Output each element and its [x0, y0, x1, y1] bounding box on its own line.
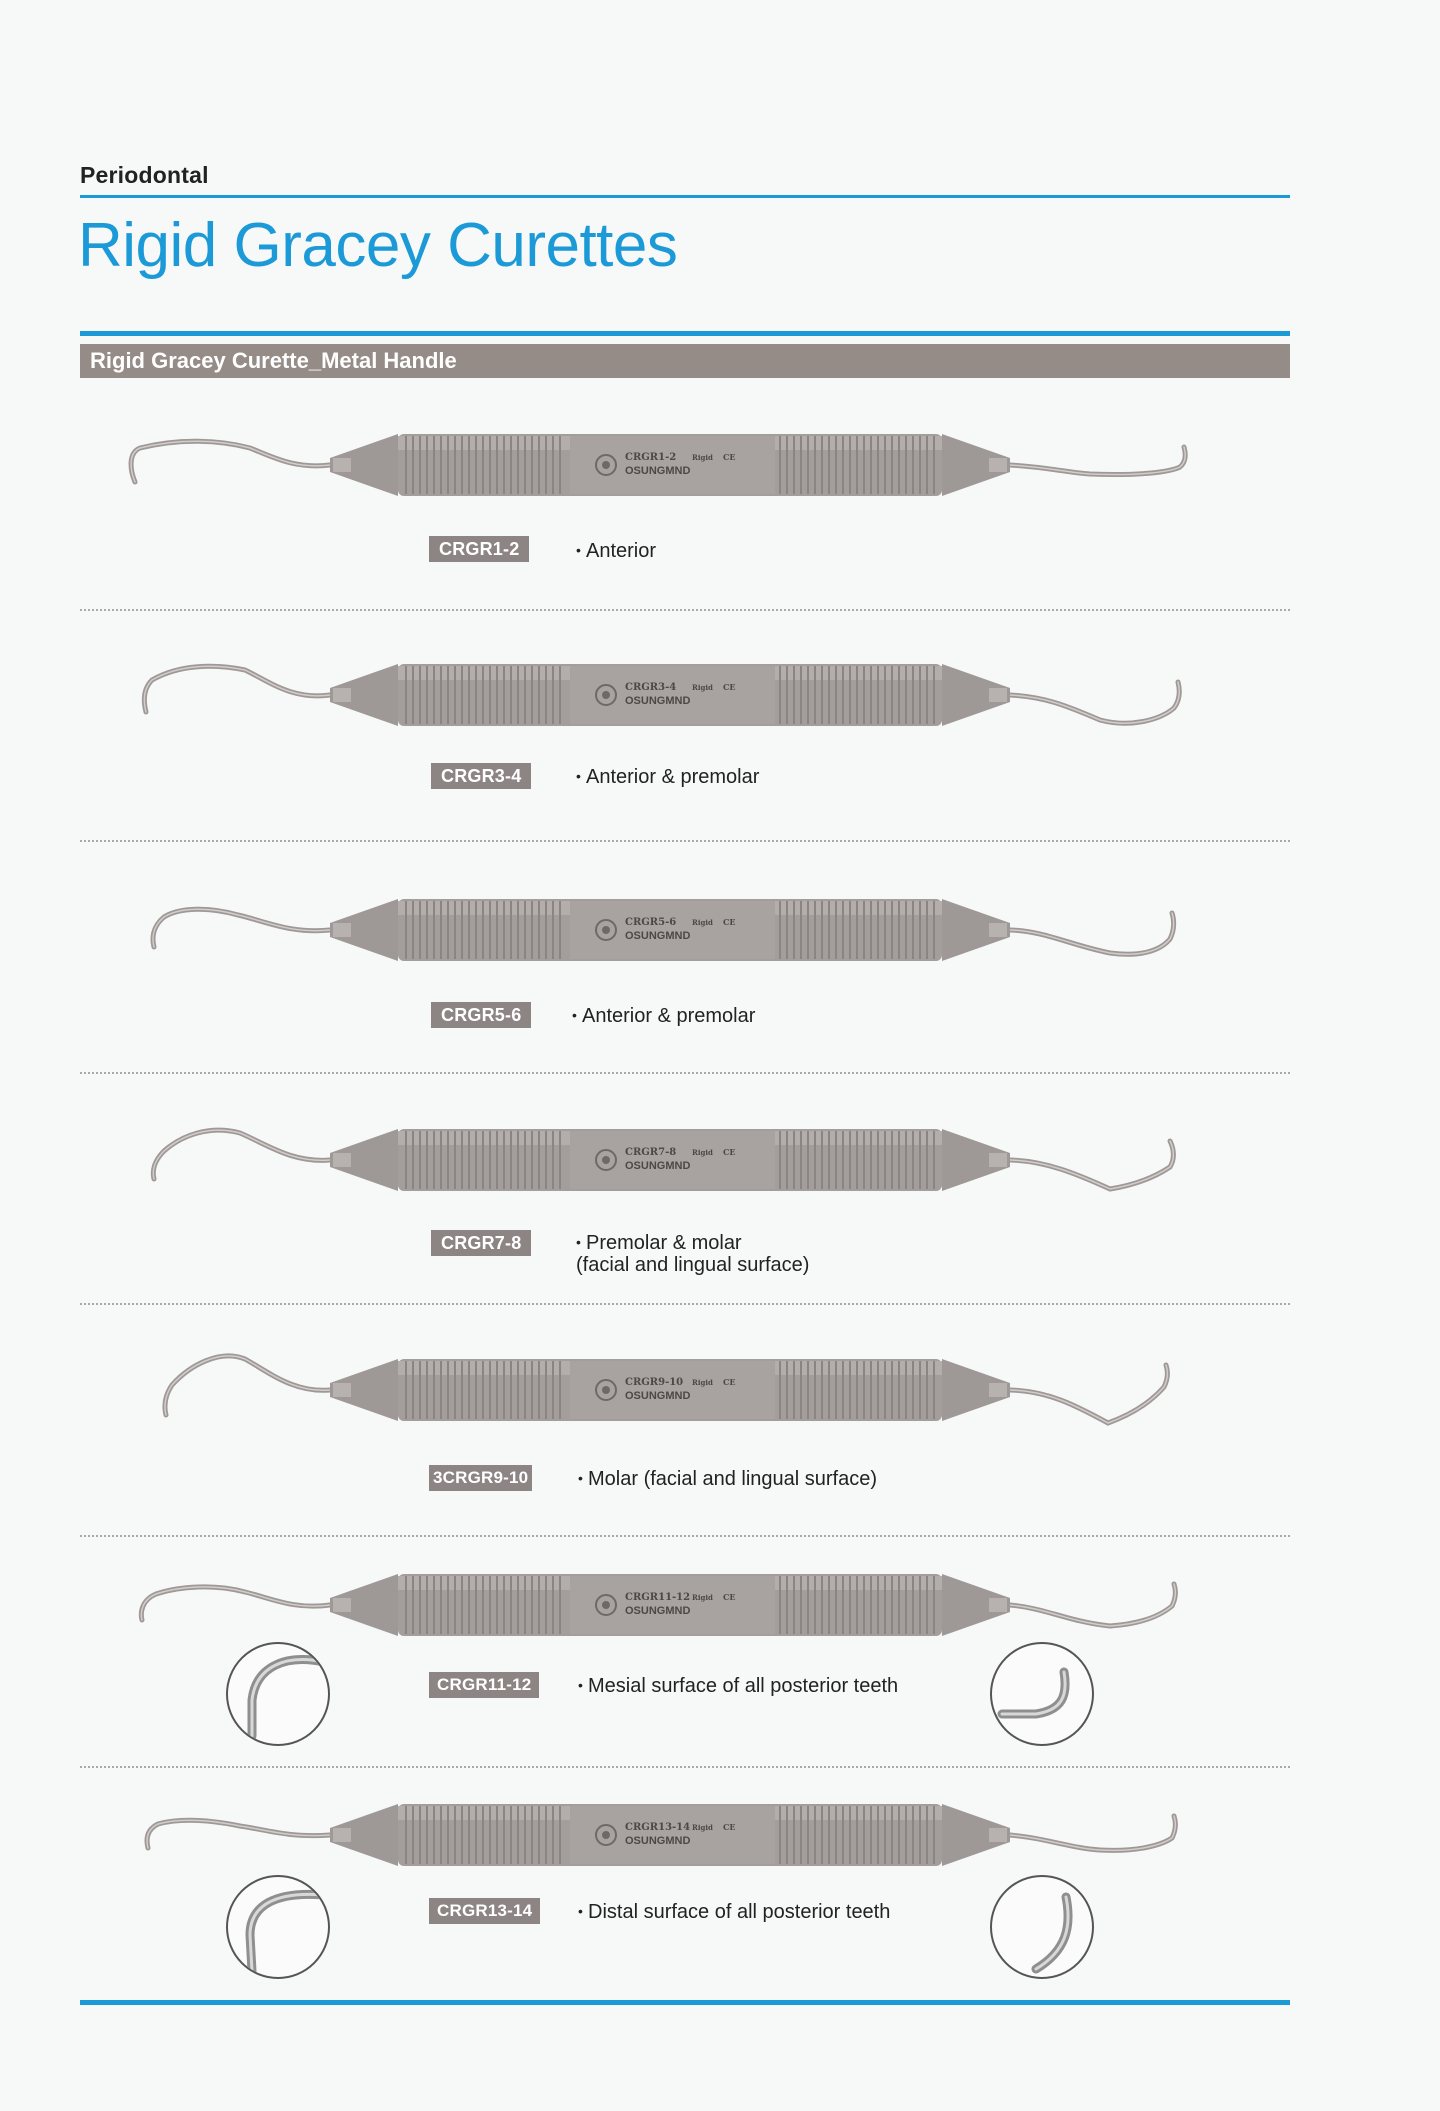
right-working-end — [1010, 1584, 1175, 1626]
left-working-end — [153, 1130, 330, 1179]
dotted-separator — [80, 609, 1290, 611]
ce-mark: CE — [723, 1822, 736, 1832]
bullet-icon: • — [578, 1470, 583, 1486]
handle-engraving-code: CRGR3-4 — [625, 682, 677, 693]
product-code-badge: CRGR3-4 — [431, 763, 531, 789]
right-working-end — [1010, 1816, 1175, 1850]
description-text: Anterior & premolar — [582, 1005, 756, 1027]
product-description — [578, 1900, 890, 1923]
description-text: Premolar & molar — [586, 1232, 742, 1254]
handle-engraving-mark: Rigid — [692, 1593, 713, 1602]
description-text-line2: (facial and lingual surface) — [576, 1254, 810, 1276]
description-text: Distal surface of all posterior teeth — [588, 1901, 891, 1923]
product-description — [576, 765, 759, 788]
handle-engraving-code: CRGR11-12 — [625, 1592, 691, 1603]
product-code-badge: CRGR1-2 — [429, 536, 529, 562]
brand-name: OSUNGMND — [625, 930, 691, 942]
brand-name: OSUNGMND — [625, 695, 691, 707]
description-text: Anterior & premolar — [586, 766, 760, 788]
curette-instrument-image — [80, 1560, 1290, 1650]
product-code-badge: CRGR13-14 — [429, 1898, 540, 1924]
brand-name: OSUNGMND — [625, 1605, 691, 1617]
description-text: Molar (facial and lingual surface) — [588, 1468, 878, 1490]
dotted-separator — [80, 1766, 1290, 1768]
product-description — [578, 1467, 877, 1490]
tip-detail-left-image — [226, 1642, 330, 1746]
handle-engraving-code: CRGR7-8 — [625, 1147, 677, 1158]
right-working-end — [1010, 1141, 1173, 1189]
curette-instrument-image — [80, 1345, 1290, 1435]
right-working-end — [1010, 447, 1185, 475]
product-code-badge: CRGR11-12 — [429, 1672, 539, 1698]
ce-mark: CE — [723, 1147, 736, 1157]
dotted-separator — [80, 1072, 1290, 1074]
bullet-icon: • — [576, 542, 581, 558]
product-code-badge: CRGR5-6 — [431, 1002, 531, 1028]
header-rule — [80, 195, 1290, 198]
ce-mark: CE — [723, 682, 736, 692]
tip-detail-right-image — [990, 1642, 1094, 1746]
description-text: Anterior — [586, 540, 657, 562]
curette-instrument-image — [80, 420, 1290, 510]
ce-mark: CE — [723, 917, 736, 927]
section-rule — [80, 331, 1290, 336]
curette-instrument-image — [80, 885, 1290, 975]
left-working-end — [153, 909, 330, 947]
bullet-icon: • — [578, 1677, 583, 1693]
handle-engraving-code: CRGR9-10 — [625, 1377, 684, 1388]
bullet-icon: • — [576, 1234, 581, 1250]
tip-detail-right-image — [990, 1875, 1094, 1979]
left-working-end — [141, 1587, 330, 1620]
handle-engraving-code: CRGR13-14 — [625, 1822, 691, 1833]
product-description — [578, 1674, 898, 1697]
bullet-icon: • — [572, 1007, 577, 1023]
dotted-separator — [80, 840, 1290, 842]
section-header-bar: Rigid Gracey Curette_Metal Handle — [80, 344, 1290, 378]
ce-mark: CE — [723, 452, 736, 462]
right-working-end — [1010, 1365, 1167, 1423]
brand-name: OSUNGMND — [625, 465, 691, 477]
tip-detail-left-image — [226, 1875, 330, 1979]
left-working-end — [131, 441, 330, 482]
handle-engraving-code: CRGR5-6 — [625, 917, 677, 928]
page-title: Rigid Gracey Curettes — [78, 211, 678, 280]
product-code-badge: 3CRGR9-10 — [429, 1465, 532, 1491]
handle-engraving-mark: Rigid — [692, 1378, 713, 1387]
product-code-badge: CRGR7-8 — [431, 1230, 531, 1256]
curette-instrument-image — [80, 1115, 1290, 1205]
ce-mark: CE — [723, 1592, 736, 1602]
dotted-separator — [80, 1535, 1290, 1537]
curette-instrument-image — [80, 1790, 1290, 1880]
dotted-separator — [80, 1303, 1290, 1305]
product-description — [576, 539, 656, 562]
product-description — [572, 1004, 755, 1027]
left-working-end — [144, 666, 330, 712]
handle-engraving-code: CRGR1-2 — [625, 452, 677, 463]
brand-name: OSUNGMND — [625, 1390, 691, 1402]
handle-engraving-mark: Rigid — [692, 683, 713, 692]
left-working-end — [165, 1356, 330, 1415]
catalog-page — [80, 0, 1290, 2111]
category-heading: Periodontal — [80, 162, 209, 188]
bullet-icon: • — [578, 1903, 583, 1919]
brand-name: OSUNGMND — [625, 1835, 691, 1847]
ce-mark: CE — [723, 1377, 736, 1387]
footer-rule — [80, 2000, 1290, 2005]
handle-engraving-mark: Rigid — [692, 918, 713, 927]
handle-engraving-mark: Rigid — [692, 1823, 713, 1832]
handle-engraving-mark: Rigid — [692, 1148, 713, 1157]
left-working-end — [147, 1820, 330, 1848]
product-description — [576, 1231, 809, 1276]
description-text: Mesial surface of all posterior teeth — [588, 1675, 899, 1697]
curette-instrument-image — [80, 650, 1290, 740]
handle-engraving-mark: Rigid — [692, 453, 713, 462]
bullet-icon: • — [576, 768, 581, 784]
brand-name: OSUNGMND — [625, 1160, 691, 1172]
